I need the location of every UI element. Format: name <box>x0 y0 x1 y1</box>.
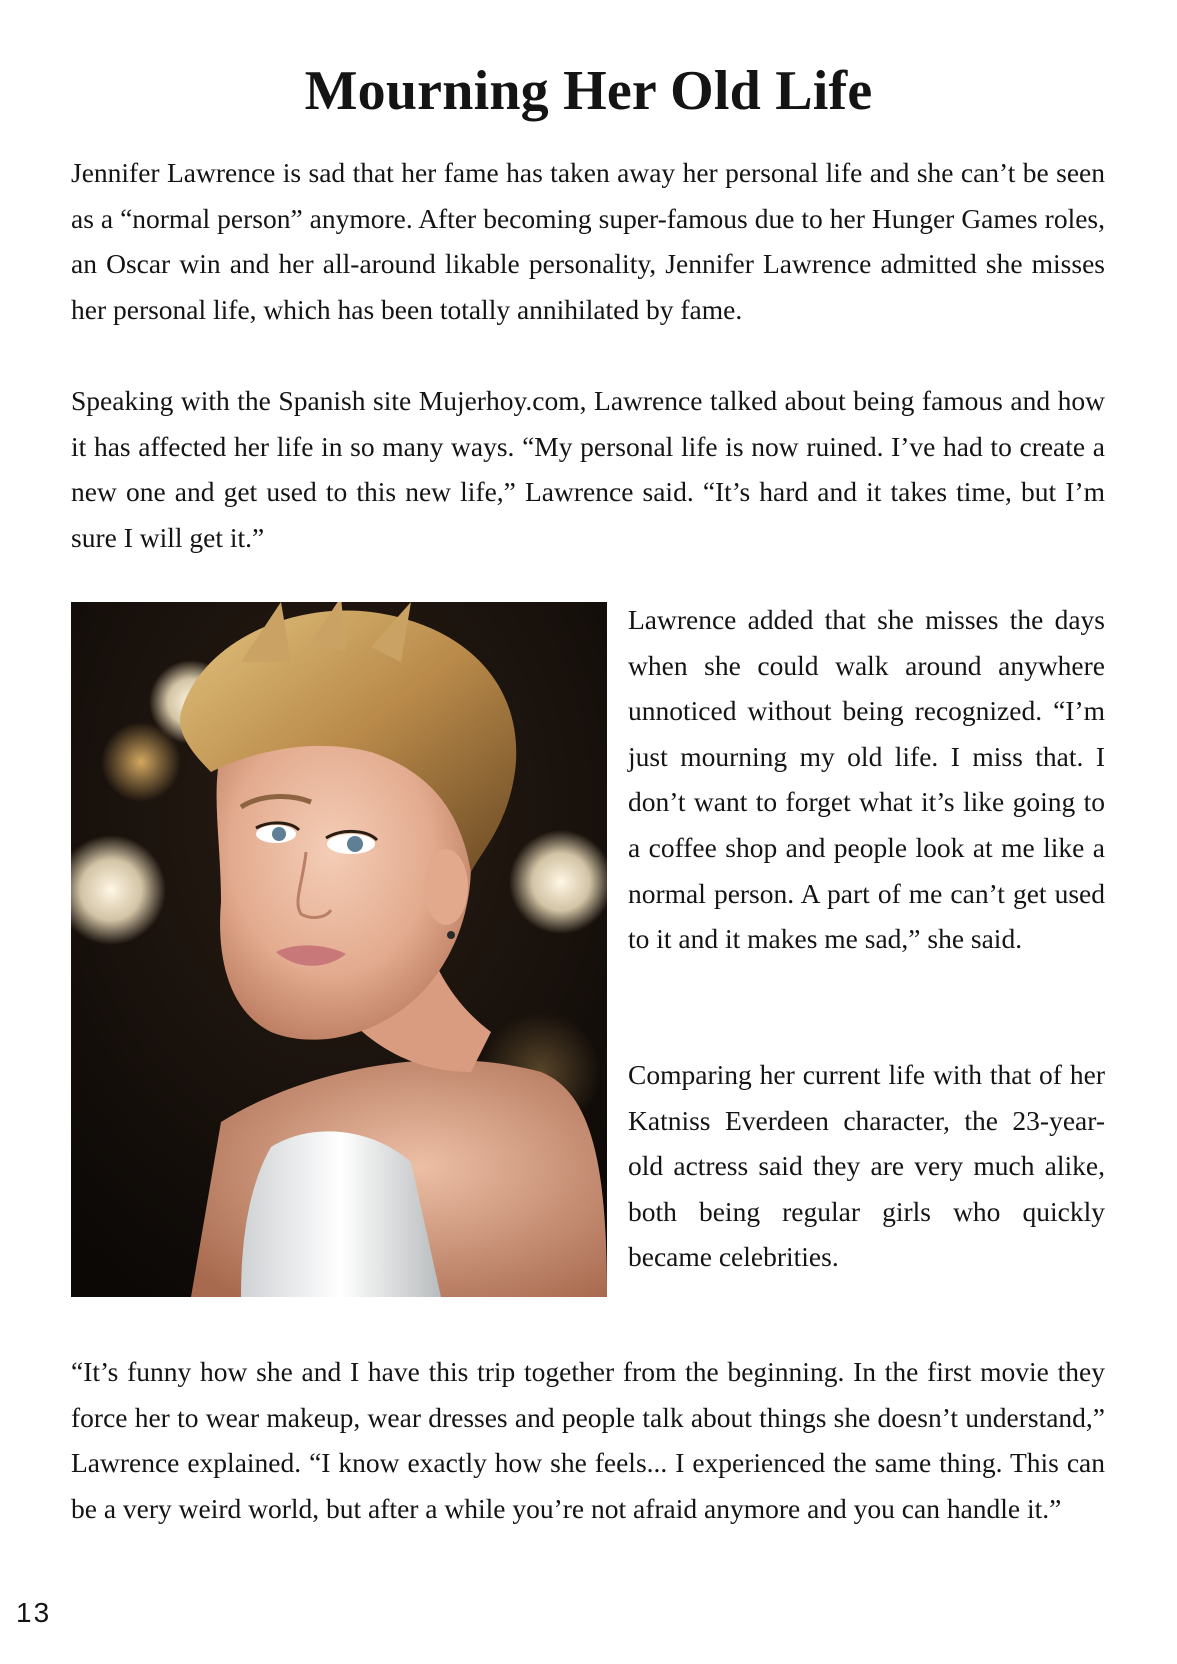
iris <box>347 836 363 852</box>
portrait-photo <box>71 602 607 1297</box>
paragraph-interview: Speaking with the Spanish site Mujerhoy.com, Lawrence talked about being famous and how it has affected her life in so many ways. “My personal life is now ruined. I’ve had to create a new one and get used to this new life,” Lawrence said. “It’s hard and it takes time, but I’m sure I will get it.” <box>71 385 1105 553</box>
page-title: Mourning Her Old Life <box>304 60 873 122</box>
ear <box>424 849 468 925</box>
paragraph-anonymity: Lawrence added that she misses the days when she could walk around anywhere unnoticed without being recognized. “I’m just mourning my old life. I miss that. I don’t want to forget what it’s like going to a coffee shop and people look at me like a normal person. A part of me can’t get used to it and it makes me sad,” she said. <box>628 604 1105 955</box>
paragraph-intro: Jennifer Lawrence is sad that her fame has taken away her personal life and she can’t be seen as a “normal person” anymore. After becoming super-famous due to her Hunger Games roles, an Oscar win and her all-around likable personality, Jennifer Lawrence admitted she misses her personal life, which has been totally annihilated by fame. <box>71 157 1105 325</box>
bokeh-light <box>101 722 181 802</box>
earring <box>447 931 455 939</box>
iris <box>272 827 286 841</box>
paragraph-comparison: Comparing her current life with that of her Katniss Everdeen character, the 23-year-old actress said they are very much alike, both being regular girls who quickly became celebrities. <box>628 1059 1105 1273</box>
paragraph-quote: “It’s funny how she and I have this trip together from the beginning. In the first movie they force her to wear makeup, wear dresses and people talk about things she doesn’t understand,” Lawrence explained. “I know exactly how she feels... I experienced the same thing. This can be a very weird world, but after a while you’re not afraid anymore and you can handle it.” <box>71 1356 1105 1524</box>
page-number: 13 <box>16 1597 52 1628</box>
